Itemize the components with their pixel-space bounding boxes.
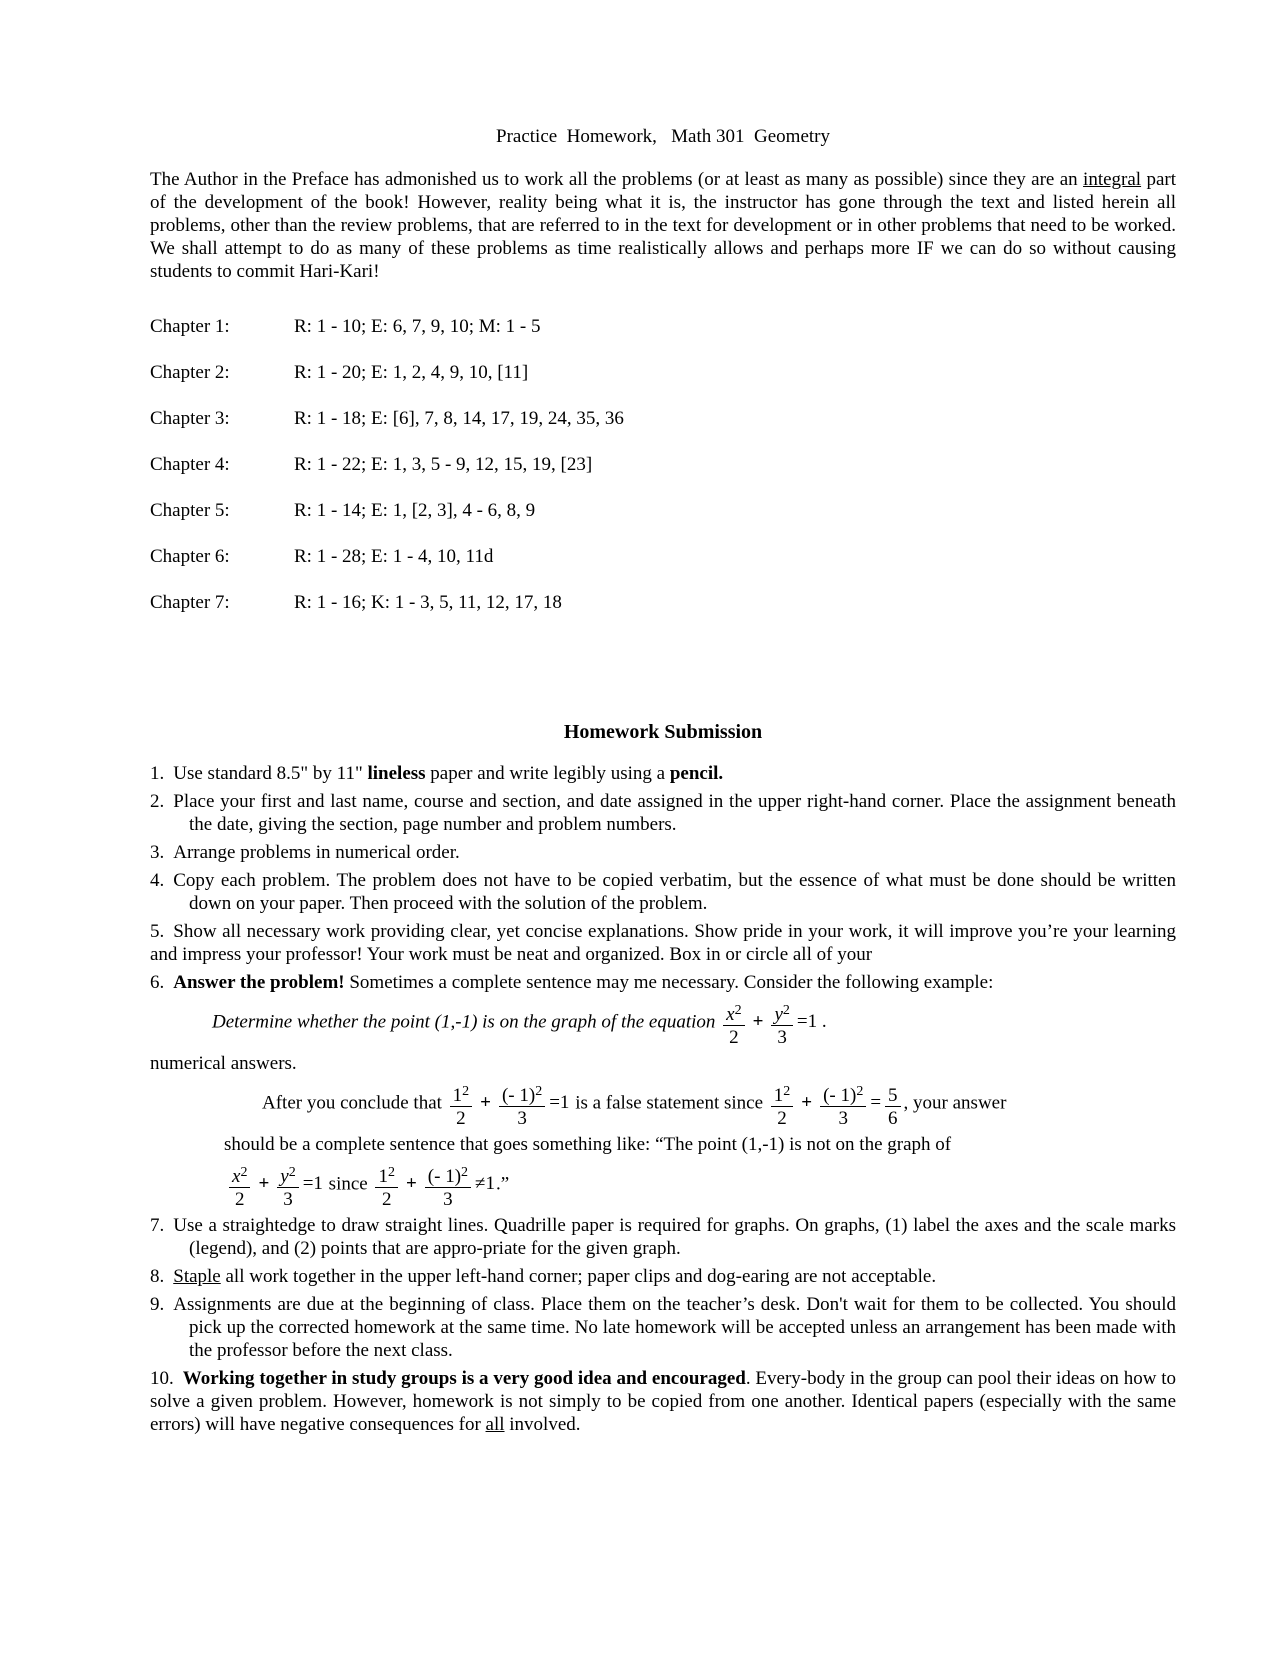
chapter-label: Chapter 1: [150, 316, 230, 337]
item-number: 7. [150, 1215, 165, 1236]
example-statement [212, 999, 1176, 1047]
chapter-problems: R: 1 - 28; E: 1 - 4, 10, 11d [294, 546, 494, 567]
item-text: Use standard 8.5" by 11" lineless paper and write legibly using a pencil. [173, 763, 724, 784]
item-number: 8. [150, 1266, 165, 1287]
item-text: Show all necessary work providing clear, yet concise explanations. Show pride in your work, it will improve you’re your learning and impress your professor! Your work must be neat and organized. Box in or circle all of your [150, 921, 1176, 965]
chapter-row [150, 545, 1176, 568]
list-item-9 [150, 1293, 1176, 1362]
chapter-label: Chapter 2: [150, 362, 230, 383]
final-mid: since [323, 1173, 373, 1195]
chapter-problems: R: 1 - 20; E: 1, 2, 4, 9, 10, [11] [294, 362, 529, 383]
chapter-problems: R: 1 - 22; E: 1, 3, 5 - 9, 12, 15, 19, [23] [294, 454, 593, 475]
chapter-row [150, 361, 1176, 384]
final-tail: .” [495, 1173, 510, 1195]
list-item-4 [150, 869, 1176, 915]
chapter-label: Chapter 6: [150, 546, 230, 567]
conclusion-lead: After you conclude that [262, 1092, 447, 1114]
list-item-7 [150, 1214, 1176, 1260]
item-number: 4. [150, 870, 165, 891]
list-item-5 [150, 920, 1176, 966]
ellipse-equation: $\frac{x^2}{2}$ + $\frac{y^2}{3}$ =1 [226, 1173, 324, 1194]
inequality-equation: $\frac{1^2}{2}$ + $\frac{(- 1)^2}{3}$ ≠1 [372, 1173, 496, 1194]
item-text: Use a straightedge to draw straight lines. Quadrille paper is required for graphs. On graphs, (1) label the axes and the scale marks (legend), and (2) points that are appro-priate for the given graph. [173, 1215, 1176, 1259]
list-item-2 [150, 790, 1176, 836]
conclusion-tail: , your answer [903, 1092, 1007, 1114]
chapter-label: Chapter 5: [150, 500, 230, 521]
chapter-label: Chapter 7: [150, 592, 230, 613]
chapter-row [150, 315, 1176, 338]
corrected-equation: $\frac{1^2}{2}$ + $\frac{(- 1)^2}{3}$ = $\frac{5}{6}$ [768, 1092, 904, 1113]
item-number: 2. [150, 791, 165, 812]
chapter-row [150, 591, 1176, 614]
numerical-answers-line: numerical answers. [150, 1053, 297, 1074]
item-text: Answer the problem! Sometimes a complete sentence may me necessary. Consider the following example: [173, 972, 994, 993]
list-item-3 [150, 841, 1176, 864]
chapter-list [150, 315, 1176, 614]
ellipse-equation: $\frac{x^2}{2}$ + $\frac{y^2}{3}$ =1 . [720, 1011, 827, 1032]
chapter-problems: R: 1 - 18; E: [6], 7, 8, 14, 17, 19, 24, 35, 36 [294, 408, 624, 429]
item-number: 1. [150, 763, 165, 784]
chapter-label: Chapter 3: [150, 408, 230, 429]
item-text: Working together in study groups is a very good idea and encouraged. Every-body in the group can pool their ideas on how to solve a given problem. However, homework is not simply to be copied from one another. Identical papers (especially with the same errors) will have negative consequences for all involved. [150, 1368, 1177, 1435]
page-title: Practice Homework, Math 301 Geometry [496, 126, 830, 147]
item-text: Place your first and last name, course and section, and date assigned in the upper right-hand corner. Place the assignment beneath the date, giving the section, page number and problem numbers. [173, 791, 1176, 835]
item-text: Assignments are due at the beginning of class. Place them on the teacher’s desk. Don't wait for them to be collected. You should pick up the corrected homework at the same time. No late homework will be accepted unless an arrangement has been made with the professor before the next class. [173, 1294, 1176, 1361]
list-item-10 [150, 1367, 1176, 1436]
chapter-row [150, 407, 1176, 430]
item-text: Copy each problem. The problem does not have to be copied verbatim, but the essence of what must be done should be written down on your paper. Then proceed with the solution of the problem. [173, 870, 1176, 914]
intro-paragraph: The Author in the Preface has admonished us to work all the problems (or at least as many as possible) since they are an integral part of the development of the book! However, reality being what it is, the instructor has gone through the text and listed herein all problems, other than the review problems, that are referred to in the text for development or in other problems that need to be worked. We shall attempt to do as many of these problems as time realistically allows and perhaps more IF we can do so without causing students to commit Hari-Kari! [150, 169, 1176, 282]
chapter-label: Chapter 4: [150, 454, 230, 475]
false-statement-equation: $\frac{1^2}{2}$ + $\frac{(- 1)^2}{3}$ =1 [447, 1092, 571, 1113]
list-item-1 [150, 762, 1176, 785]
list-item-6 [150, 971, 1176, 994]
example-conclusion [262, 1080, 1176, 1128]
chapter-problems: R: 1 - 16; K: 1 - 3, 5, 11, 12, 17, 18 [294, 592, 562, 613]
item-number: 10. [150, 1368, 174, 1389]
example-sentence: should be a complete sentence that goes something like: “The point (1,-1) is not on the graph of [224, 1134, 952, 1155]
item-text: Staple all work together in the upper left-hand corner; paper clips and dog-earing are not acceptable. [173, 1266, 937, 1287]
item-number: 3. [150, 842, 165, 863]
chapter-problems: R: 1 - 10; E: 6, 7, 9, 10; M: 1 - 5 [294, 316, 541, 337]
item-number: 6. [150, 972, 165, 993]
submission-list [150, 762, 1176, 1436]
item-number: 5. [150, 921, 165, 942]
conclusion-mid: is a false statement since [570, 1092, 768, 1114]
example-final-formula [226, 1161, 1176, 1209]
item-text: Arrange problems in numerical order. [173, 842, 460, 863]
section-heading: Homework Submission [563, 721, 763, 743]
chapter-problems: R: 1 - 14; E: 1, [2, 3], 4 - 6, 8, 9 [294, 500, 536, 521]
example-statement-text: Determine whether the point (1,-1) is on the graph of the equation [212, 1011, 721, 1033]
list-item-8 [150, 1265, 1176, 1288]
chapter-row [150, 499, 1176, 522]
item-number: 9. [150, 1294, 165, 1315]
chapter-row [150, 453, 1176, 476]
